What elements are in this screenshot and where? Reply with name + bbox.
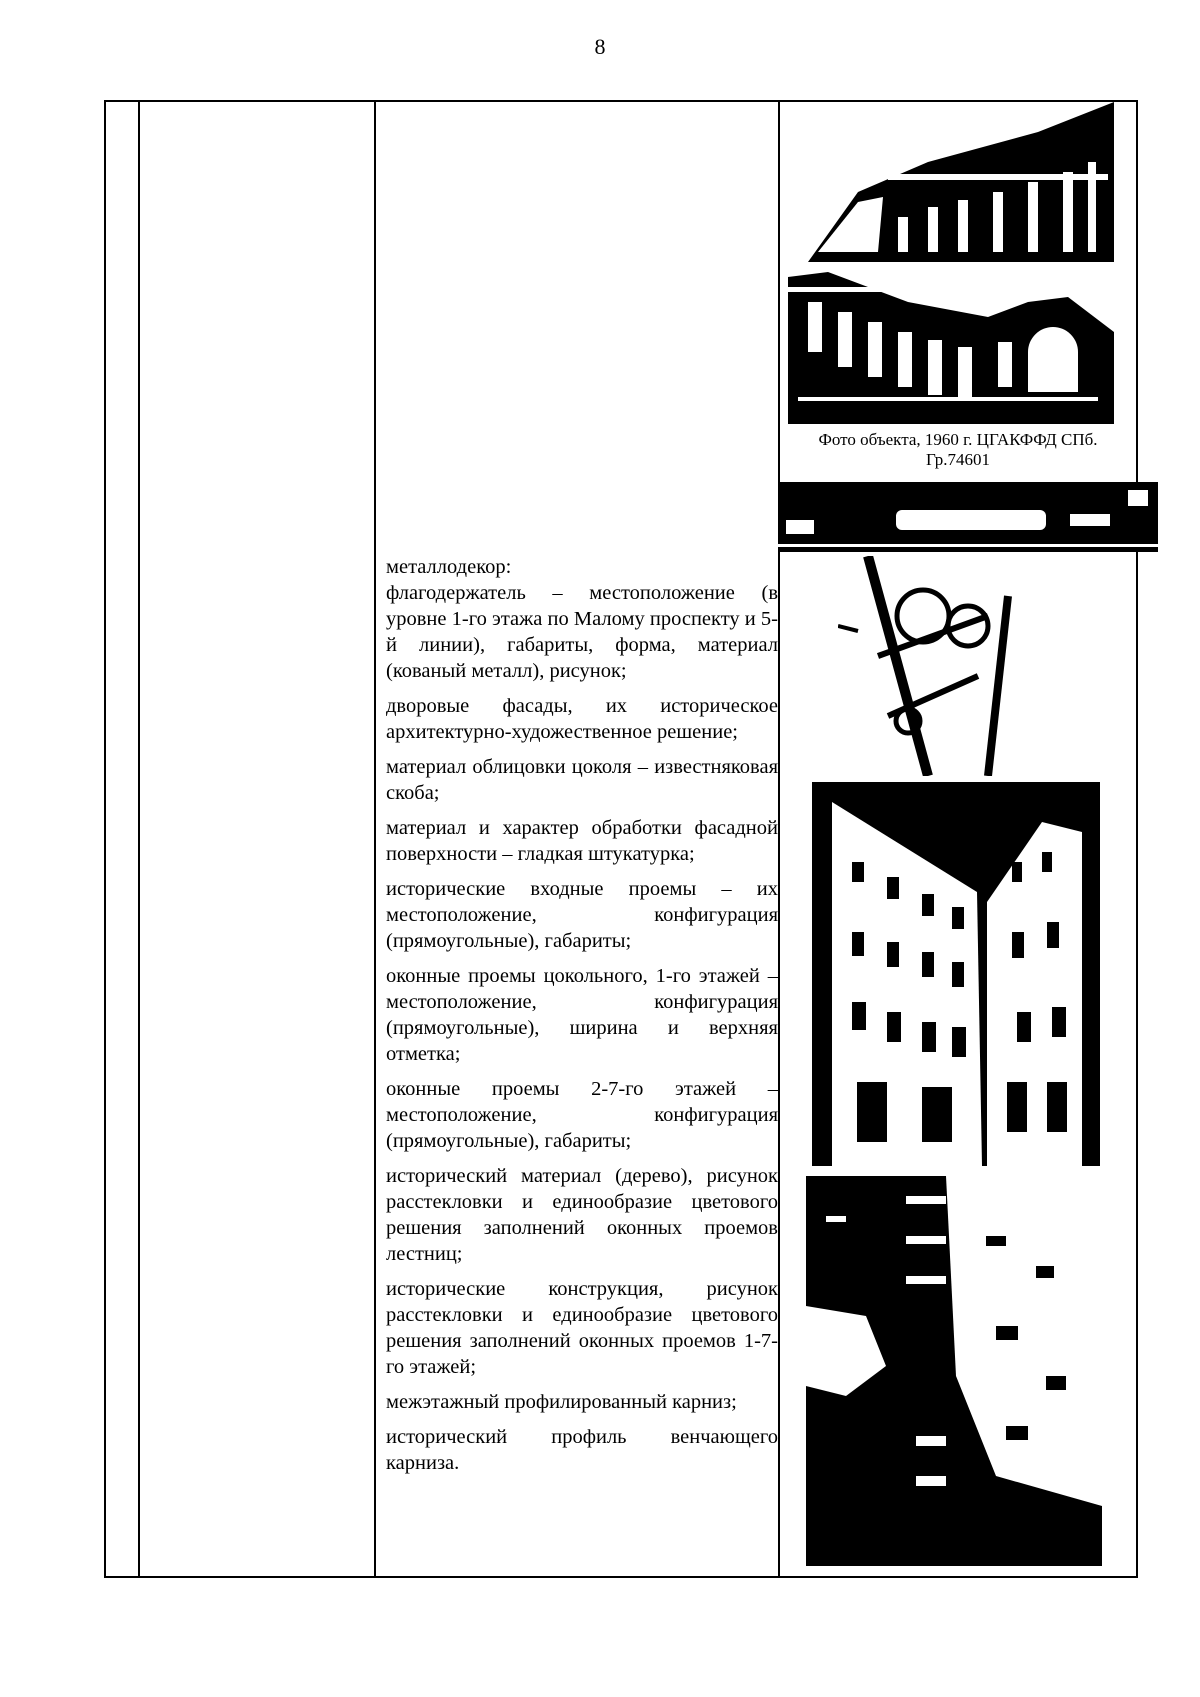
list-item: исторические конструкция, рисунок расстекловки и единообразие цветового решения заполнений оконных проемов 1-7-го этажей; [386, 1278, 778, 1378]
list-item: исторический профиль венчающего карниза. [386, 1426, 778, 1474]
photo-caption [780, 430, 1136, 470]
historical-facade-photo [788, 102, 1114, 424]
photo-caption-line1: Фото объекта, 1960 г. ЦГАКФФД СПб. [818, 430, 1098, 449]
list-item: исторические входные проемы – их местоположение, конфигурация (прямоугольные), габариты; [386, 878, 778, 952]
list-item: оконные проемы 2-7-го этажей – местоположение, конфигурация (прямоугольные), габариты; [386, 1078, 778, 1152]
list-item: дворовые фасады, их историческое архитектурно-художественное решение; [386, 695, 778, 743]
list-item: материал и характер обработки фасадной поверхности – гладкая штукатурка; [386, 817, 778, 865]
list-item: межэтажный профилированный карниз; [386, 1391, 737, 1413]
list-item: исторический материал (дерево), рисунок расстекловки и единообразие цветового решения заполнений оконных проемов лестниц; [386, 1165, 778, 1265]
cornice-photo [778, 482, 1158, 552]
list-item: металлодекор: [386, 556, 512, 578]
stairwell-photo [806, 1176, 1102, 1566]
flag-holder-photo [838, 556, 1048, 776]
list-item: флагодержатель – местоположение (в уровне 1-го этажа по Малому проспекту и 5-й линии), габариты, форма, материал (кованый металл), рисунок; [386, 582, 778, 682]
column-divider-3 [778, 100, 780, 1576]
list-item: материал облицовки цоколя – известняковая скоба; [386, 756, 778, 804]
protected-features-list [386, 554, 778, 1485]
list-item: оконные проемы цокольного, 1-го этажей – местоположение, конфигурация (прямоугольные), ширина и верхняя отметка; [386, 965, 778, 1065]
column-divider-1 [138, 100, 140, 1576]
photo-caption-line2: Гр.74601 [925, 450, 990, 469]
courtyard-facade-photo [812, 782, 1100, 1166]
column-divider-2 [374, 100, 376, 1576]
page-number: 8 [594, 34, 606, 59]
